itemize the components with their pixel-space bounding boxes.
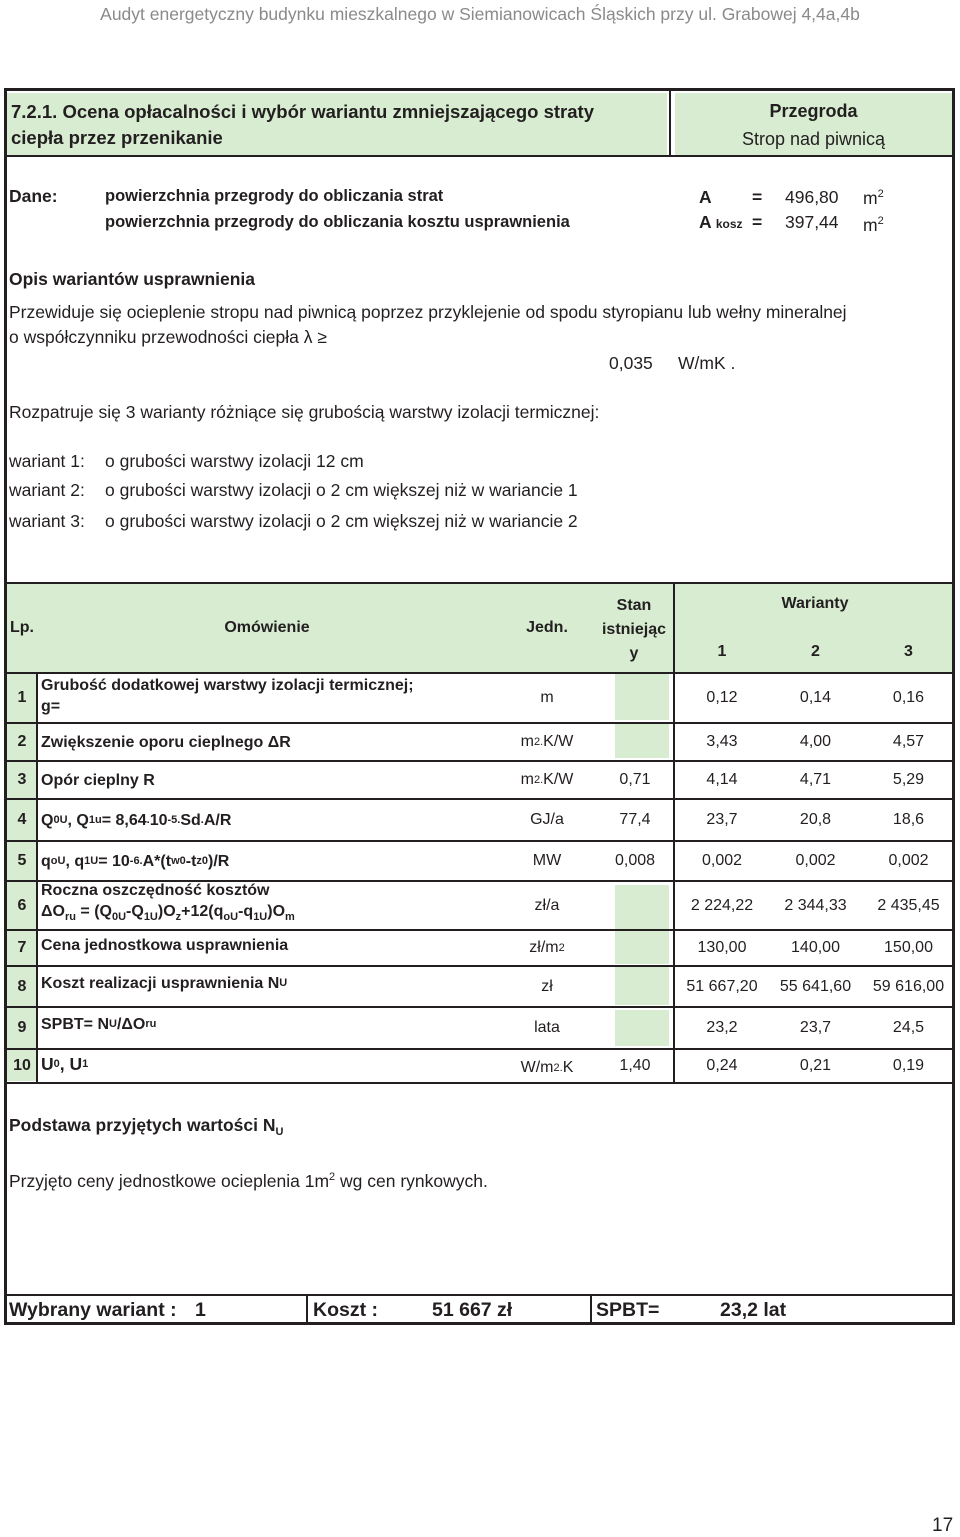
row3-v1: 4,14 xyxy=(706,771,738,788)
row5-v2: 0,002 xyxy=(795,852,836,869)
dane-row2-symbol: A kosz xyxy=(699,212,743,232)
page-header: Audyt energetyczny budynku mieszkalnego w Siemianowicach Śląskich przy ul. Grabowej 4,4a,4b xyxy=(100,4,860,24)
row4-unit: GJ/a xyxy=(530,811,564,828)
stan-empty-8 xyxy=(615,967,669,1005)
row6-unit: zł/a xyxy=(534,896,560,914)
row2-v2: 4,00 xyxy=(799,733,832,750)
row3-desc: Opór cieplny R xyxy=(41,771,155,789)
lambda-unit: W/mK . xyxy=(678,353,736,373)
row10-v3: 0,19 xyxy=(892,1057,925,1074)
row9-v3: 24,5 xyxy=(892,1019,925,1036)
row6-v3: 2 435,45 xyxy=(877,896,940,914)
przegroda-label: Przegroda xyxy=(769,101,858,121)
row10-stan: 1,40 xyxy=(619,1057,651,1074)
row1-v2: 0,14 xyxy=(799,689,832,706)
page-number: 17 xyxy=(932,1515,954,1536)
row3-v2: 4,71 xyxy=(799,771,832,788)
row1-v3: 0,16 xyxy=(892,689,925,706)
row7-desc: Cena jednostkowa usprawnienia xyxy=(41,936,289,954)
dane-row2-unit: $m^2$ xyxy=(863,215,884,235)
row8-unit: zł xyxy=(541,977,553,995)
row5-unit: MW xyxy=(532,852,562,869)
row5-desc: q oU , q 1U = 10 -6. A*(t w0 -t z0 )/R xyxy=(41,852,230,870)
header-stan: Stan istniejąc y xyxy=(601,597,667,662)
section-number: 7.2.1. xyxy=(11,101,58,122)
row2-lp: 2 xyxy=(17,733,27,750)
dane-row1-unit: $m^2$ xyxy=(863,188,884,208)
przegroda-box xyxy=(675,93,952,155)
header-lp: Lp. xyxy=(10,619,34,636)
row1-desc: Grubość dodatkowej warstwy izolacji termicznej; g= xyxy=(41,677,414,715)
przegroda-value: Strop nad piwnicą xyxy=(741,129,886,149)
opis-line1: Przewiduje się ocieplenie stropu nad piwnicą poprzez przyklejenie od spodu styropianu lub wełny mineralnej xyxy=(9,302,847,322)
row5-lp: 5 xyxy=(17,852,27,869)
header-warianty: Warianty xyxy=(781,595,849,612)
opis-heading: Opis wariantów usprawnienia xyxy=(9,269,256,289)
row9-v2: 23,7 xyxy=(799,1019,832,1036)
row9-desc: SPBT= N U /ΔO ru xyxy=(41,1015,157,1033)
opis-line2: o współczynniku przewodności ciepła λ ≥ xyxy=(9,327,327,347)
variant-text-2: o grubości warstwy izolacji o 2 cm większej niż w wariancie 1 xyxy=(105,480,578,500)
wybrany-label: Wybrany wariant : xyxy=(9,1299,177,1321)
row9-unit: lata xyxy=(534,1019,560,1036)
row6-desc: Roczna oszczędność kosztów $\Delta O_{ru} = (Q_{0U}-Q_{1U})O_z+12(q_{oU}-q_{1U})O_m$ xyxy=(41,882,295,923)
opis-intro: Rozpatruje się 3 warianty różniące się grubością warstwy izolacji termicznej: xyxy=(9,402,600,422)
row8-v3: 59 616,00 xyxy=(872,977,945,995)
variant-text-1: o grubości warstwy izolacji 12 cm xyxy=(105,451,364,471)
row2-desc: Zwiększenie oporu cieplnego ΔR xyxy=(41,733,291,751)
row2-v1: 3,43 xyxy=(706,733,738,750)
variant-label-2: wariant 2: xyxy=(9,480,85,500)
podstawa-heading: Podstawa przyjętych wartości $N_U$ xyxy=(9,1115,284,1138)
row2-unit: m 2. K/W xyxy=(520,733,574,750)
row4-lp: 4 xyxy=(17,811,27,828)
row8-desc: Koszt realizacji usprawnienia N U xyxy=(41,974,288,992)
row4-v1: 23,7 xyxy=(706,811,738,828)
row6-v2: 2 344,33 xyxy=(784,896,847,914)
row5-stan: 0,008 xyxy=(614,852,656,869)
row8-lp: 8 xyxy=(17,977,27,995)
row7-v2: 140,00 xyxy=(791,939,840,956)
row2-v3: 4,57 xyxy=(892,733,925,750)
dane-label: Dane: xyxy=(9,186,58,206)
variant-label-1: wariant 1: xyxy=(9,451,85,471)
row3-unit: m 2. K/W xyxy=(520,771,574,788)
dane-row2-value: 397,44 xyxy=(785,212,839,232)
spbt-value: 23,2 lat xyxy=(720,1299,787,1321)
row1-lp: 1 xyxy=(17,689,27,706)
header-omowienie: Omówienie xyxy=(224,619,310,636)
row3-stan: 0,71 xyxy=(619,771,651,788)
row8-v1: 51 667,20 xyxy=(686,977,758,995)
row4-stan: 77,4 xyxy=(619,811,651,828)
lambda-value: 0,035 xyxy=(609,353,653,373)
dane-row2-desc: powierzchnia przegrody do obliczania kosztu usprawnienia xyxy=(105,213,570,231)
variant-text-3: o grubości warstwy izolacji o 2 cm większej niż w wariancie 2 xyxy=(105,511,578,531)
row6-v1: 2 224,22 xyxy=(690,896,754,914)
koszt-value: 51 667 zł xyxy=(432,1299,513,1321)
header-v2: 2 xyxy=(811,643,820,660)
row7-lp: 7 xyxy=(17,939,27,956)
section-title xyxy=(7,93,667,155)
dane-row1-desc: powierzchnia przegrody do obliczania strat xyxy=(105,187,444,205)
row7-v3: 150,00 xyxy=(884,939,933,956)
dane-row1-eq: = xyxy=(752,187,763,207)
stan-empty-7 xyxy=(615,930,669,964)
row10-unit: W/m 2. K xyxy=(520,1059,574,1076)
header-v3: 3 xyxy=(904,643,913,660)
row9-v1: 23,2 xyxy=(706,1019,738,1036)
row7-unit: zł/m 2 xyxy=(529,939,565,956)
row10-v2: 0,21 xyxy=(799,1057,832,1074)
dane-row1-symbol: A xyxy=(699,187,712,207)
row3-lp: 3 xyxy=(17,771,27,788)
row4-v3: 18,6 xyxy=(892,811,925,828)
podstawa-text: Przyjęto ceny jednostkowe ocieplenia $1m^2$ wg cen rynkowych. xyxy=(9,1171,488,1191)
row4-desc: Q 0U , Q 1u = 8,64 . 10 -5. Sd . A/R xyxy=(41,811,232,829)
wybrany-value: 1 xyxy=(195,1299,206,1321)
stan-empty-2 xyxy=(615,724,669,758)
row1-unit: m xyxy=(540,689,554,706)
row5-v1: 0,002 xyxy=(701,852,743,869)
row1-v1: 0,12 xyxy=(706,689,738,706)
header-jedn: Jedn. xyxy=(526,619,568,636)
stan-empty-6 xyxy=(615,885,669,929)
stan-empty-1 xyxy=(615,674,669,720)
dane-row1-value: 496,80 xyxy=(785,187,839,207)
variant-label-3: wariant 3: xyxy=(9,511,85,531)
row10-desc: U 0 , U 1 xyxy=(41,1053,89,1074)
spbt-label: SPBT= xyxy=(596,1299,660,1321)
section-title-line1: Ocena opłacalności i wybór wariantu zmniejszającego straty xyxy=(62,101,594,122)
row7-v1: 130,00 xyxy=(697,939,747,956)
section-title-line2: ciepła przez przenikanie xyxy=(11,127,223,148)
dane-row2-eq: = xyxy=(752,212,763,232)
row8-v2: 55 641,60 xyxy=(779,977,852,995)
row6-lp: 6 xyxy=(17,896,27,914)
koszt-label: Koszt : xyxy=(313,1299,378,1321)
row4-v2: 20,8 xyxy=(799,811,832,828)
row10-v1: 0,24 xyxy=(706,1057,738,1074)
row9-lp: 9 xyxy=(17,1019,27,1036)
row10-lp: 10 xyxy=(13,1057,31,1074)
stan-empty-9 xyxy=(615,1010,669,1046)
header-v1: 1 xyxy=(717,643,727,660)
row3-v3: 5,29 xyxy=(892,771,925,788)
row5-v3: 0,002 xyxy=(888,852,929,869)
